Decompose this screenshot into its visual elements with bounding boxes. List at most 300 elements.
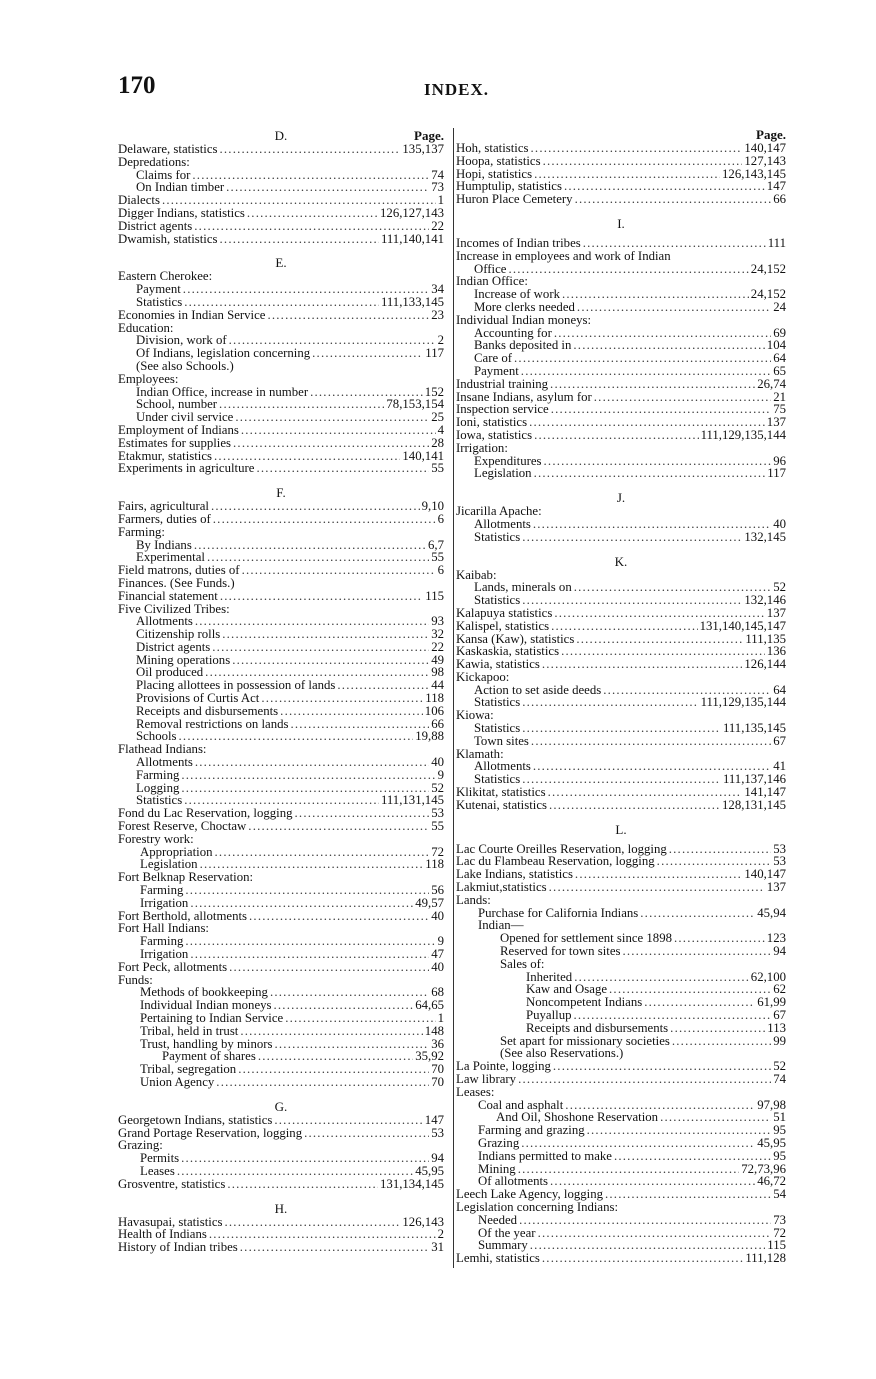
entry-page-refs: 93	[431, 614, 444, 629]
leader-dots	[587, 1124, 772, 1137]
leader-dots	[185, 935, 435, 948]
leader-dots	[219, 398, 384, 411]
page-column-heading: Page.	[414, 128, 444, 143]
index-subentry	[456, 1214, 786, 1227]
leader-dots	[258, 1050, 413, 1063]
index-entry	[118, 309, 444, 322]
index-subentry	[456, 594, 786, 607]
entry-label: Funds:	[118, 972, 153, 987]
leader-dots	[522, 773, 721, 786]
section-letter	[118, 1201, 444, 1216]
entry-label: School, number	[136, 397, 218, 412]
entry-page-refs: 51	[773, 1110, 786, 1125]
entry-label: Hoopa, statistics	[456, 153, 541, 168]
index-entry	[118, 1114, 444, 1127]
entry-label: Lac Courte Oreilles Reservation, logging	[456, 841, 667, 856]
entry-label: Farming:	[118, 524, 165, 539]
leader-dots	[184, 296, 379, 309]
index-entry	[456, 429, 786, 442]
leader-dots	[660, 1111, 771, 1124]
entry-label: Care of	[474, 351, 513, 366]
section-letter-text: J.	[616, 490, 626, 506]
leader-dots	[240, 1241, 429, 1254]
leader-dots	[522, 696, 698, 709]
leader-dots	[249, 910, 429, 923]
section-letter-text: L.	[615, 821, 627, 837]
entry-page-refs: 55	[431, 550, 444, 565]
section-letter-text: F.	[276, 485, 286, 501]
entry-label: Etakmur, statistics	[118, 448, 213, 463]
entry-label: Needed	[478, 1212, 518, 1227]
entry-label: Indian Office:	[456, 274, 528, 289]
entry-label: Lac du Flambeau Reservation, logging	[456, 854, 655, 869]
section-gap	[118, 475, 444, 481]
index-entry	[118, 564, 444, 577]
page-column-heading: Page.	[756, 127, 786, 142]
entry-page-refs: 62,100	[750, 969, 786, 984]
entry-label: Kiowa:	[456, 708, 494, 723]
entry-page-refs: 128,131,145	[722, 797, 786, 812]
entry-page-refs: 24,152	[750, 261, 786, 276]
entry-page-refs: 69	[773, 325, 786, 340]
entry-label: History of Indian tribes	[118, 1240, 238, 1255]
entry-label: Logging	[136, 780, 180, 795]
entry-label: Allotments	[474, 759, 531, 774]
index-entry	[118, 462, 444, 475]
entry-page-refs: 111,129,135,144	[700, 695, 786, 710]
index-subentry	[118, 181, 444, 194]
entry-label: Tribal, held in trust	[140, 1023, 239, 1038]
entry-page-refs: 117	[767, 466, 786, 481]
entry-label: Ioni, statistics	[456, 415, 528, 430]
entry-page-refs: 22	[431, 218, 444, 233]
leader-dots	[594, 391, 771, 404]
leader-dots	[575, 193, 772, 206]
entry-page-refs: 67	[773, 733, 786, 748]
entry-label: Town sites	[474, 733, 529, 748]
section-letter-text: G.	[274, 1098, 288, 1114]
entry-page-refs: 9,10	[421, 499, 444, 514]
entry-page-refs: 140,141	[402, 448, 444, 463]
entry-label: More clerks needed	[474, 299, 575, 314]
entry-page-refs: 135,137	[402, 142, 444, 156]
entry-page-refs: 70	[431, 1062, 444, 1077]
entry-page-refs: 54	[773, 1187, 786, 1202]
section-letter	[456, 822, 786, 837]
section-gap	[456, 544, 786, 550]
entry-page-refs: 62	[773, 982, 786, 997]
entry-page-refs: 23	[431, 307, 444, 322]
index-entry	[456, 799, 786, 812]
index-column-right	[456, 124, 786, 1265]
entry-label: Office	[474, 261, 507, 276]
entry-page-refs: 126,143,145	[722, 166, 786, 181]
entry-label: Delaware, statistics	[118, 142, 218, 156]
entry-page-refs: 21	[773, 389, 786, 404]
entry-label: Leech Lake Agency, logging	[456, 1187, 603, 1202]
entry-label: Eastern Cherokee:	[118, 269, 213, 284]
entry-label: Employees:	[118, 371, 179, 386]
entry-label: Georgetown Indians, statistics	[118, 1112, 273, 1127]
section-gap	[456, 480, 786, 486]
entry-page-refs: 111,135,145	[722, 721, 786, 736]
entry-label: Kaibab:	[456, 567, 497, 582]
entry-page-refs: 6	[437, 563, 444, 578]
index-entry	[456, 1201, 786, 1214]
entry-label: Of the year	[478, 1225, 536, 1240]
leader-dots	[561, 645, 765, 658]
entry-label: Permits	[140, 1151, 180, 1166]
leader-dots	[337, 679, 429, 692]
leader-dots	[241, 424, 436, 437]
entry-page-refs: 31	[431, 1240, 444, 1255]
leader-dots	[533, 518, 771, 531]
leader-dots	[577, 301, 771, 314]
index-entry	[118, 233, 444, 246]
entry-page-refs: 45,94	[757, 905, 786, 920]
leader-dots	[548, 786, 743, 799]
entry-label: Statistics	[474, 721, 521, 736]
entry-label: Farming	[140, 883, 184, 898]
entry-page-refs: 56	[431, 883, 444, 898]
index-subentry	[118, 296, 444, 309]
entry-page-refs: 40	[431, 959, 444, 974]
entry-label: Grazing	[478, 1135, 520, 1150]
entry-page-refs: 95	[773, 1148, 786, 1163]
entry-label: Payment of shares	[162, 1049, 256, 1064]
index-subentry	[118, 756, 444, 769]
entry-page-refs: 111,137,146	[722, 772, 786, 787]
entry-label: Indian—	[478, 918, 524, 933]
index-entry	[118, 1241, 444, 1254]
entry-label: Havasupai, statistics	[118, 1214, 223, 1229]
entry-page-refs: 96	[773, 453, 786, 468]
entry-page-refs: 73	[431, 180, 444, 195]
entry-page-refs: 66	[773, 192, 786, 207]
section-letter-text: D.	[274, 128, 288, 143]
entry-page-refs: 65	[773, 363, 786, 378]
entry-page-refs: 53	[773, 854, 786, 869]
index-entry	[456, 1086, 786, 1099]
section-letter-text: K.	[614, 553, 628, 569]
entry-label: Lake Indians, statistics	[456, 867, 573, 882]
entry-label: Statistics	[474, 529, 521, 544]
entry-page-refs: 111,131,145	[380, 793, 444, 808]
index-entry	[456, 894, 786, 907]
entry-page-refs: 61,99	[757, 995, 786, 1010]
entry-label: Statistics	[136, 793, 183, 808]
entry-label: Kaw and Osage	[526, 982, 608, 997]
entry-page-refs: 1	[437, 193, 444, 208]
leader-dots	[213, 513, 436, 526]
index-entry	[456, 237, 786, 250]
entry-page-refs: 28	[431, 435, 444, 450]
entry-page-refs: 9	[437, 767, 444, 782]
entry-label: La Pointe, logging	[456, 1059, 551, 1074]
leader-dots	[554, 607, 764, 620]
entry-label: Iowa, statistics	[456, 427, 533, 442]
index-subentry	[118, 948, 444, 961]
index-entry	[456, 1073, 786, 1086]
entry-label: Removal restrictions on lands	[136, 716, 289, 731]
leader-dots	[574, 581, 771, 594]
leader-dots	[195, 615, 429, 628]
index-subentry	[118, 1165, 444, 1178]
entry-label: Receipts and disbursements	[526, 1020, 669, 1035]
leader-dots	[551, 620, 697, 633]
section-gap	[118, 1191, 444, 1197]
index-subentry	[118, 769, 444, 782]
entry-page-refs: 131,140,145,147	[699, 618, 786, 633]
leader-dots	[233, 437, 429, 450]
section-gap	[118, 245, 444, 251]
leader-dots	[605, 1188, 771, 1201]
leader-dots	[216, 1076, 429, 1089]
entry-label: Financial statement	[118, 588, 218, 603]
index-subentry	[456, 1137, 786, 1150]
index-entry	[456, 1252, 786, 1265]
leader-dots	[312, 347, 423, 360]
leader-dots	[225, 1216, 401, 1229]
entry-label: Pertaining to Indian Service	[140, 1011, 284, 1025]
leader-dots	[544, 455, 772, 468]
index-subentry	[118, 1076, 444, 1089]
section-letter	[118, 128, 444, 143]
entry-label: Industrial training	[456, 376, 549, 391]
entry-page-refs: 111,140,141	[380, 231, 444, 246]
index-subentry	[118, 1012, 444, 1025]
index-subentry	[456, 1022, 786, 1035]
entry-label: Summary	[478, 1238, 528, 1253]
index-entry	[456, 155, 786, 168]
entry-label: Tribal, segregation	[140, 1062, 237, 1077]
leader-dots	[212, 641, 429, 654]
leader-dots	[248, 820, 429, 833]
leader-dots	[543, 155, 743, 168]
entry-label: Hopi, statistics	[456, 166, 533, 181]
index-entry	[456, 658, 786, 671]
leader-dots	[564, 180, 765, 193]
leader-dots	[220, 143, 401, 156]
entry-label: Finances. (See Funds.)	[118, 575, 235, 590]
index-entry	[118, 220, 444, 233]
entry-page-refs: 67	[773, 1008, 786, 1023]
entry-page-refs: 111,133,145	[380, 294, 444, 309]
entry-label: Appropriation	[140, 844, 213, 859]
entry-label: Statistics	[136, 294, 183, 309]
entry-page-refs: 24,152	[750, 287, 786, 302]
entry-label: Indian Office, increase in number	[136, 384, 309, 399]
leader-dots	[549, 799, 720, 812]
entry-label: Of Indians, legislation concerning	[136, 346, 311, 361]
section-letter-text: E.	[275, 255, 287, 271]
leader-dots	[530, 1239, 766, 1252]
entry-label: Citizenship rolls	[136, 627, 221, 642]
leader-dots	[573, 339, 764, 352]
entry-label: Kalispel, statistics	[456, 618, 550, 633]
leader-dots	[521, 1137, 755, 1150]
leader-dots	[207, 551, 429, 564]
index-entry	[456, 786, 786, 799]
leader-dots	[285, 1012, 435, 1025]
entry-page-refs: 78,153,154	[386, 397, 444, 412]
entry-label: Legislation concerning Indians:	[456, 1199, 619, 1214]
leader-dots	[190, 897, 413, 910]
leader-dots	[304, 1127, 429, 1140]
leader-dots	[267, 309, 429, 322]
leader-dots	[508, 263, 748, 276]
entry-page-refs: 72	[431, 844, 444, 859]
entry-page-refs: 115	[767, 1238, 786, 1253]
index-subentry	[456, 1009, 786, 1022]
index-entry	[118, 961, 444, 974]
entry-label: Oil produced	[136, 665, 204, 680]
entry-label: District agents	[136, 639, 211, 654]
entry-label: Insane Indians, asylum for	[456, 389, 592, 404]
leader-dots	[521, 365, 771, 378]
entry-label: Division, work of	[136, 333, 227, 348]
entry-label: And Oil, Shoshone Reservation	[496, 1110, 659, 1125]
leader-dots	[211, 500, 420, 513]
entry-label: Statistics	[474, 593, 521, 608]
entry-label: Lands, minerals on	[474, 580, 572, 595]
entry-page-refs: 34	[431, 282, 444, 297]
entry-page-refs: 40	[431, 908, 444, 923]
leader-dots	[550, 378, 755, 391]
leader-dots	[514, 352, 771, 365]
entry-label: Forestry work:	[118, 831, 194, 846]
index-subentry	[118, 692, 444, 705]
leader-dots	[551, 403, 771, 416]
section-letter	[118, 255, 444, 270]
leader-dots	[220, 233, 379, 246]
index-subentry	[456, 467, 786, 480]
entry-page-refs: 53	[431, 1125, 444, 1140]
entry-page-refs: 118	[425, 857, 444, 872]
entry-page-refs: 45,95	[415, 1163, 444, 1178]
entry-page-refs: 95	[773, 1123, 786, 1138]
entry-label: Klamath:	[456, 746, 504, 761]
entry-label: Lemhi, statistics	[456, 1251, 540, 1266]
leader-dots	[227, 1178, 378, 1191]
entry-label: Law library	[456, 1072, 517, 1086]
entry-page-refs: 4	[437, 422, 444, 437]
index-entry	[456, 442, 786, 455]
entry-label: Purchase for California Indians	[478, 905, 639, 920]
leader-dots	[195, 756, 429, 769]
index-subentry	[118, 360, 444, 373]
entry-label: Grand Portage Reservation, logging	[118, 1125, 303, 1140]
leader-dots	[192, 169, 429, 182]
entry-label: Banks deposited in	[474, 338, 572, 353]
entry-page-refs: 40	[431, 755, 444, 770]
index-subentry	[456, 1150, 786, 1163]
entry-label: Huron Place Cemetery	[456, 192, 573, 207]
entry-page-refs: 126,144	[744, 657, 786, 672]
entry-label: Expenditures	[474, 453, 542, 468]
entry-page-refs: 113	[767, 1020, 786, 1035]
leader-dots	[518, 1163, 740, 1176]
leader-dots	[614, 1150, 771, 1163]
entry-label: Leases	[140, 1163, 175, 1178]
entry-page-refs: 148	[424, 1023, 444, 1038]
entry-page-refs: 141,147	[744, 785, 786, 800]
entry-label: Opened for settlement since 1898	[500, 931, 672, 946]
index-column-left	[118, 124, 444, 1254]
entry-page-refs: 97,98	[757, 1097, 786, 1112]
index-entry	[118, 437, 444, 450]
index-subentry	[456, 996, 786, 1009]
entry-label: Farming and grazing	[478, 1123, 585, 1138]
leader-dots	[229, 961, 429, 974]
entry-page-refs: 74	[431, 167, 444, 182]
index-entry	[118, 500, 444, 513]
entry-page-refs: 111,128	[745, 1251, 786, 1266]
entry-page-refs: 2	[437, 333, 444, 348]
entry-page-refs: 137	[766, 605, 786, 620]
entry-label: Statistics	[474, 772, 521, 787]
index-subentry	[456, 971, 786, 984]
running-head: INDEX.	[424, 80, 490, 99]
entry-label: Lands:	[456, 892, 491, 907]
index-subentry	[456, 958, 786, 971]
index-subentry	[118, 705, 444, 718]
entry-page-refs: 152	[424, 384, 444, 399]
leader-dots	[235, 411, 429, 424]
leader-dots	[215, 846, 430, 859]
leader-dots	[538, 1227, 772, 1240]
entry-label: Forest Reserve, Choctaw	[118, 819, 247, 834]
entry-label: Under civil service	[136, 410, 234, 425]
entry-label: Health of Indians	[118, 1227, 207, 1242]
leader-dots	[290, 718, 429, 731]
entry-page-refs: 47	[431, 947, 444, 962]
index-subentry	[456, 301, 786, 314]
index-subentry	[456, 365, 786, 378]
entry-page-refs: 44	[431, 678, 444, 693]
index-entry	[118, 1127, 444, 1140]
index-subentry	[118, 1025, 444, 1038]
index-entry	[118, 1178, 444, 1191]
entry-page-refs: 126,143	[402, 1214, 444, 1229]
leader-dots	[670, 1022, 765, 1035]
index-entry	[456, 505, 786, 518]
entry-label: Mining operations	[136, 652, 231, 667]
section-letter-text: H.	[274, 1200, 288, 1216]
entry-page-refs: 94	[431, 1151, 444, 1166]
entry-page-refs: 66	[431, 716, 444, 731]
leader-dots	[242, 564, 436, 577]
entry-label: Reserved for town sites	[500, 944, 621, 959]
entry-label: Digger Indians, statistics	[118, 205, 245, 220]
entry-label: Mining	[478, 1161, 516, 1176]
entry-label: Kaskaskia, statistics	[456, 644, 560, 659]
entry-label: Experiments in agriculture	[118, 461, 255, 476]
entry-label: Hoh, statistics	[456, 141, 529, 155]
leader-dots	[181, 769, 435, 782]
leader-dots	[247, 207, 378, 220]
entry-label: Irrigation	[140, 947, 189, 962]
entry-page-refs: 99	[773, 1033, 786, 1048]
leader-dots	[518, 1073, 771, 1086]
index-entry	[118, 424, 444, 437]
entry-page-refs: 49	[431, 652, 444, 667]
entry-label: Inspection service	[456, 402, 549, 417]
entry-label: Grosventre, statistics	[118, 1176, 226, 1191]
entry-page-refs: 72	[773, 1225, 786, 1240]
index-entry	[456, 607, 786, 620]
entry-label: Sales of:	[500, 956, 545, 971]
